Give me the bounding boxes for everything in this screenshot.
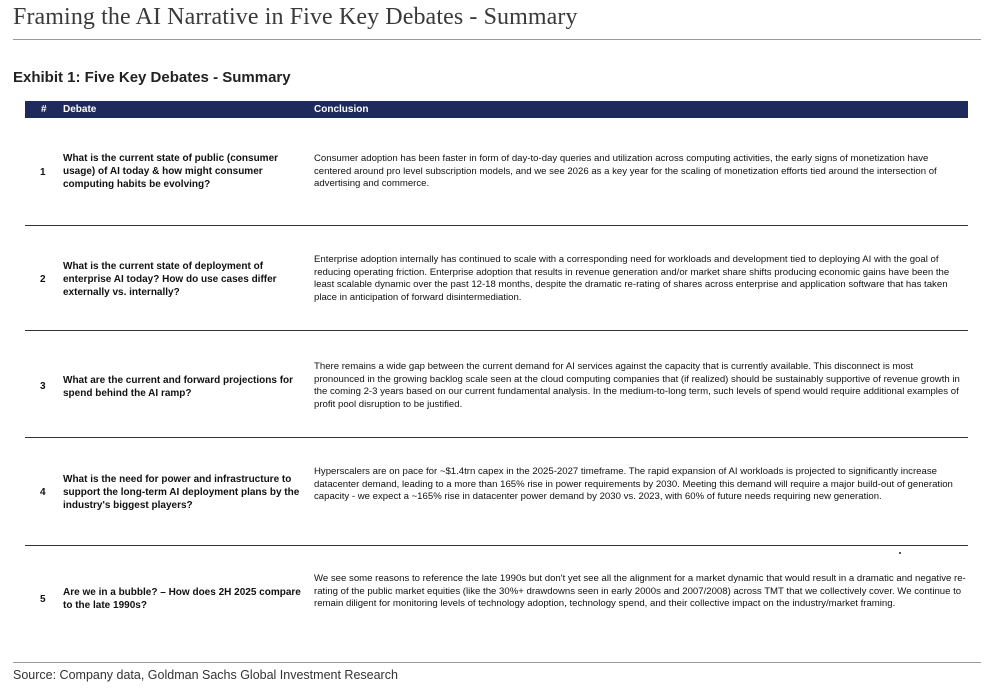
exhibit-title: Exhibit 1: Five Key Debates - Summary [13,69,291,86]
row-debate: What is the need for power and infrastructure to support the long-term AI deployment plans by the industry's biggest players? [63,474,300,511]
row-debate: Are we in a bubble? – How does 2H 2025 compare to the late 1990s? [63,587,301,611]
row-debate: What are the current and forward projections for spend behind the AI ramp? [63,375,294,399]
source-note: Source: Company data, Goldman Sachs Global Investment Research [13,668,398,682]
row-number: 2 [40,274,46,285]
header-number: # [41,104,47,115]
row-conclusion: We see some reasons to reference the late 1990s but don't yet see all the alignment for a market dynamic that would result in a dramatic and negative re-rating of the public market equities (like the 30%+ drawdowns seen in early 2000s and 2007/2008) across TMT that we collectively cover. We continue to remain diligent for monitoring levels of technology adoption, technology spend, and their collective impact on the industry/market framing. [314,573,966,609]
row-conclusion: Hyperscalers are on pace for ~$1.4trn capex in the 2025-2027 timeframe. The rapid expansion of AI workloads is projected to significantly increase datacenter demand, leading to a more than 165% rise in power requirements by 2030. Meeting this demand will require a major build-out of generation capacity - we expect a ~165% rise in datacenter power demand by 2030 vs. 2023, with 60% of future needs requiring new generation. [314,466,953,502]
row-number: 1 [40,167,46,178]
header-debate: Debate [63,104,97,115]
table-row [25,118,968,225]
title-divider [13,39,981,40]
footer-divider [13,662,981,663]
row-debate: What is the current state of deployment of enterprise AI today? How do use cases differ externally vs. internally? [63,261,277,298]
row-number: 3 [40,381,46,392]
row-number: 5 [40,594,46,605]
row-conclusion: Enterprise adoption internally has continued to scale with a corresponding need for workloads and development tied to deploying AI with the goal of reducing operating friction. Enterprise adoption that results in revenue generation and/or market share shifts producing economic gains have been the least scalable dynamic over the past 12-18 months, despite the dramatic re-rating of shares across enterprise and application software that has taken place in anticipation of forward disintermediation. [314,254,950,303]
table-header [25,101,968,118]
table-row [25,546,968,651]
table-row [25,226,968,330]
row-conclusion: There remains a wide gap between the current demand for AI services against the capacity that is currently available. This disconnect is most pronounced in the growing backlog scale seen at the cloud computing companies that (if realized) should be sustainably supportive of revenue growth in the coming 2-3 years based on our current fundamental analysis. In the medium-to-long term, such levels of spend would require additional examples of profit pool disruption to be justified. [314,361,960,410]
table-row [25,331,968,437]
row-conclusion: Consumer adoption has been faster in form of day-to-day queries and utilization across computing activities, the early signs of monetization have centered around pro level subscription models, and we see 2026 as a key year for the scaling of monetization efforts tied around the intersection of advertising and commerce. [314,153,937,189]
page-title: Framing the AI Narrative in Five Key Debates - Summary [13,4,578,30]
row-number: 4 [40,487,46,498]
header-conclusion: Conclusion [314,104,369,115]
row-debate: What is the current state of public (consumer usage) of AI today & how might consumer computing habits be evolving? [63,153,279,190]
table-row [25,438,968,545]
